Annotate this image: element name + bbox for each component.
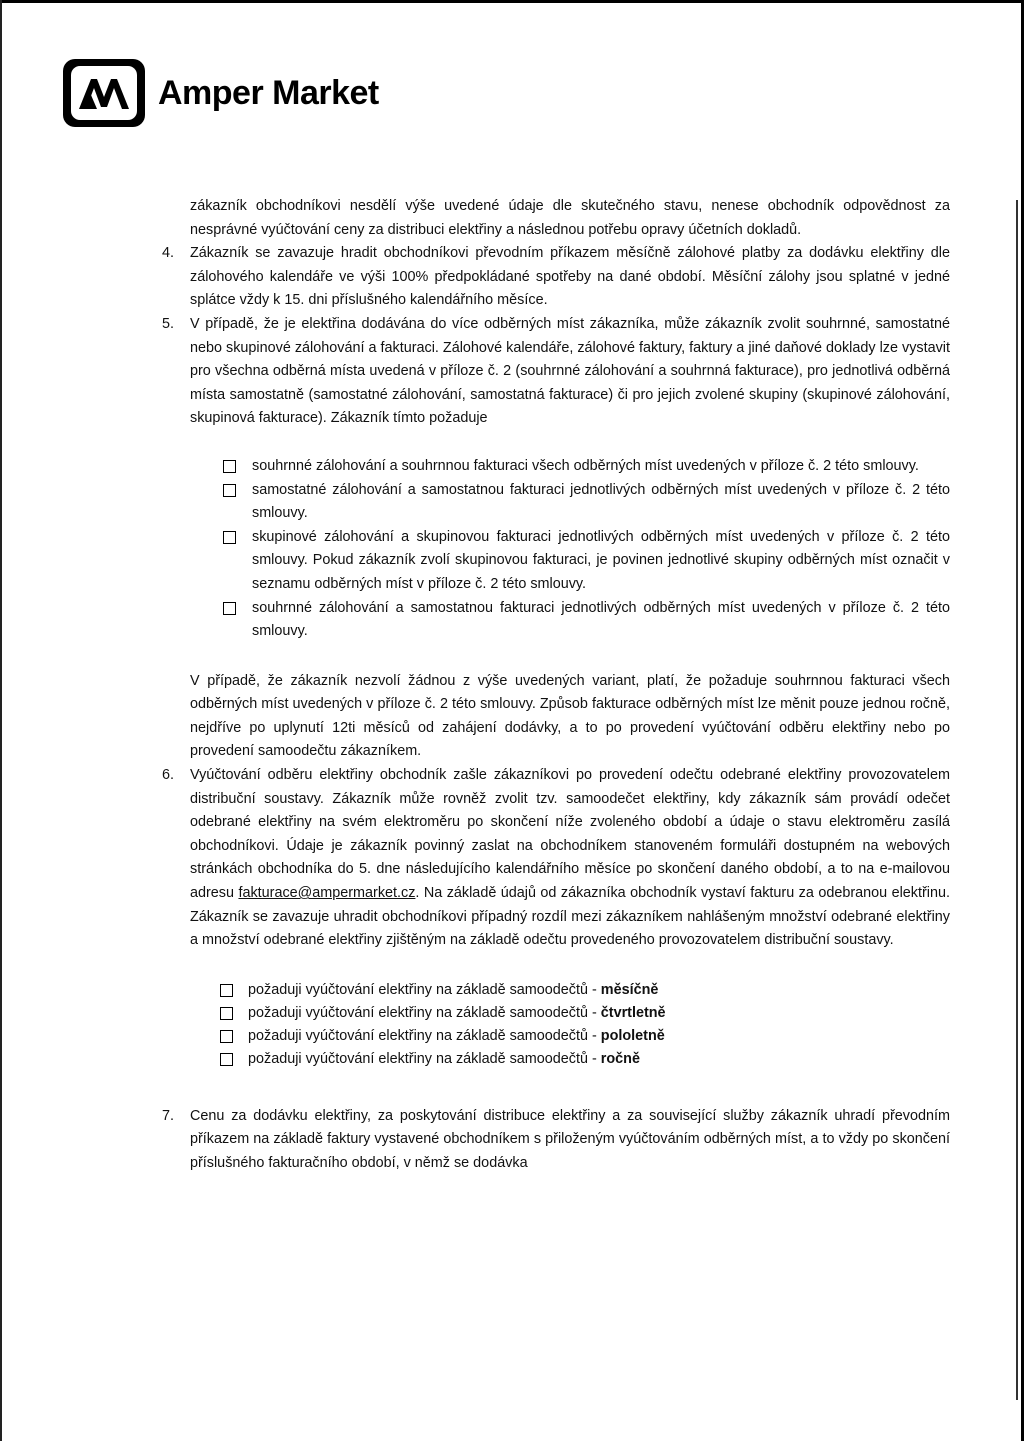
section-text: V případě, že je elektřina dodávána do více odběrných míst zákazníka, může zákazník zvolit souhrnné, samostatné nebo skupinové zálohování a fakturaci. Zálohové kalendáře, zálohové faktury, faktury a jiné daňové doklady lze vystavit pro všechna odběrná místa uvedená v příloze č. 2 (souhrnné zálohování a souhrnná fakturace), pro jednotlivá odběrná místa samostatně (samostatné zálohování, samostatná fakturace) či pro jejich zvolené skupiny (skupinové zálohování, skupinová fakturace). Zákazník tímto požaduje bbox=[190, 315, 950, 427]
section-7 bbox=[162, 1105, 950, 1176]
section-4 bbox=[162, 242, 950, 313]
section-5-closing: V případě, že zákazník nezvolí žádnou z výše uvedených variant, platí, že požaduje souhrnnou fakturaci všech odběrných míst uvedených v příloze č. 2 této smlouvy. Způsob fakturace odběrných míst lze měnit pouze jednou ročně, nejdříve po uplynutí 12ti měsíců od zahájení dodávky, a to po provedení vyúčtování odběru elektřiny nebo po provedení samoodečtu zákazníkem. bbox=[190, 672, 950, 760]
document-header bbox=[63, 58, 379, 128]
option-separate-billing[interactable] bbox=[206, 479, 950, 526]
option-label: skupinové zálohování a skupinovou fakturaci jednotlivých odběrných míst uvedených v příloze č. 2 této smlouvy. Pokud zákazník zvolí skupinovou fakturaci, je povinen jednotlivé skupiny odběrných míst označit v seznamu odběrných míst v příloze č. 2 této smlouvy. bbox=[252, 528, 950, 592]
option-label: souhrnné zálohování a samostatnou fakturaci jednotlivých odběrných míst uvedených v příloze č. 2 této smlouvy. bbox=[252, 599, 950, 640]
section-text-part: . Na základě údajů od zákazníka obchodník vystaví fakturu za odebranou elektřinu. Zákazník se zavazuje uhradit obchodníkovi případný rozdíl mezi zákazníkem nahlášeným množství odebrané elektřiny a množství odebrané elektřiny zjištěným na základě odečtu provedeného provozovatelem distribuční soustavy. bbox=[190, 885, 950, 949]
section-text: Cenu za dodávku elektřiny, za poskytování distribuce elektřiny a za související služby zákazník uhradí převodním příkazem na základě faktury vystavené obchodníkem s přiloženým vyúčtováním odběrných míst, a to vždy po skončení příslušného fakturačního období, v němž se dodávka bbox=[190, 1107, 950, 1171]
option-label: samostatné zálohování a samostatnou fakturaci jednotlivých odběrných míst uvedených v příloze č. 2 této smlouvy. bbox=[252, 481, 950, 522]
self-reading-options bbox=[206, 979, 950, 1071]
checkbox-icon[interactable] bbox=[223, 531, 236, 544]
section-5 bbox=[162, 313, 950, 431]
section-6 bbox=[162, 764, 950, 953]
document-body bbox=[162, 195, 950, 1176]
intro-paragraph: zákazník obchodníkovi nesdělí výše uvedené údaje dle skutečného stavu, nenese obchodník odpovědnost za nesprávné vyúčtování ceny za distribuci elektřiny a následnou potřebu opravy účetních dokladů. bbox=[190, 198, 950, 238]
section-number: 7. bbox=[162, 1107, 175, 1124]
brand-name: Amper Market bbox=[158, 73, 379, 112]
logo-mark bbox=[71, 66, 137, 120]
option-monthly[interactable] bbox=[206, 979, 950, 1002]
scan-edge-top bbox=[0, 0, 1024, 3]
section-text: Zákazník se zavazuje hradit obchodníkovi převodním příkazem měsíčně zálohové platby za dodávku elektřiny dle zálohového kalendáře ve výši 100% předpokládané spotřeby na dané období. Měsíční zálohy jsou splatné v jedné splátce vždy k 15. dni příslušného kalendářního měsíce. bbox=[190, 245, 950, 309]
checkbox-icon[interactable] bbox=[223, 602, 236, 615]
section-number: 4. bbox=[162, 245, 175, 262]
billing-mode-options bbox=[206, 455, 950, 644]
option-period: ročně bbox=[600, 1050, 640, 1067]
scan-edge-right-inner bbox=[1016, 200, 1018, 1400]
option-label: požaduji vyúčtování elektřiny na základě samoodečtů - bbox=[248, 1027, 601, 1044]
option-yearly[interactable] bbox=[206, 1048, 950, 1071]
am-monogram-icon bbox=[77, 75, 131, 111]
checkbox-icon[interactable] bbox=[220, 984, 233, 997]
option-label: požaduji vyúčtování elektřiny na základě samoodečtů - bbox=[248, 981, 601, 998]
checkbox-icon[interactable] bbox=[220, 1007, 233, 1020]
checkbox-icon[interactable] bbox=[223, 484, 236, 497]
checkbox-icon[interactable] bbox=[223, 460, 236, 473]
section-number: 5. bbox=[162, 315, 175, 332]
option-summary-billing[interactable] bbox=[206, 455, 950, 479]
option-half-yearly[interactable] bbox=[206, 1025, 950, 1048]
option-label: požaduji vyúčtování elektřiny na základě samoodečtů - bbox=[248, 1004, 601, 1021]
option-label: souhrnné zálohování a souhrnnou fakturaci všech odběrných míst uvedených v příloze č. 2 této smlouvy. bbox=[252, 457, 919, 474]
option-label: požaduji vyúčtování elektřiny na základě samoodečtů - bbox=[248, 1050, 601, 1067]
checkbox-icon[interactable] bbox=[220, 1030, 233, 1043]
option-group-billing[interactable] bbox=[206, 526, 950, 597]
section-text-part: Vyúčtování odběru elektřiny obchodník zašle zákazníkovi po provedení odečtu odebrané elektřiny provozovatelem distribuční soustavy. Zákazník může rovněž zvolit tzv. samoodečet elektřiny, kdy zákazník sám provádí odečet odebrané elektřiny na svém elektroměru po skončení níže zvoleného období a údaje o stavu elektroměru zasílá obchodníkovi. Údaje je zákazník povinný zaslat na obchodníkem stanoveném formuláři dostupném na webových stránkách obchodníka do 5. dne následujícího kalendářního měsíce po skončení daného období, a to na e-mailovou adresu bbox=[190, 767, 950, 902]
option-period: měsíčně bbox=[600, 981, 659, 998]
checkbox-icon[interactable] bbox=[220, 1053, 233, 1066]
option-summary-advance-separate-billing[interactable] bbox=[206, 597, 950, 644]
option-period: čtvrtletně bbox=[600, 1004, 666, 1021]
option-quarterly[interactable] bbox=[206, 1002, 950, 1025]
section-text bbox=[190, 764, 950, 953]
scan-edge-left bbox=[0, 0, 2, 1441]
amper-logo-icon bbox=[63, 59, 145, 127]
option-period: pololetně bbox=[600, 1027, 665, 1044]
section-number: 6. bbox=[162, 767, 175, 784]
email-link[interactable]: fakturace@ampermarket.cz bbox=[238, 885, 416, 902]
